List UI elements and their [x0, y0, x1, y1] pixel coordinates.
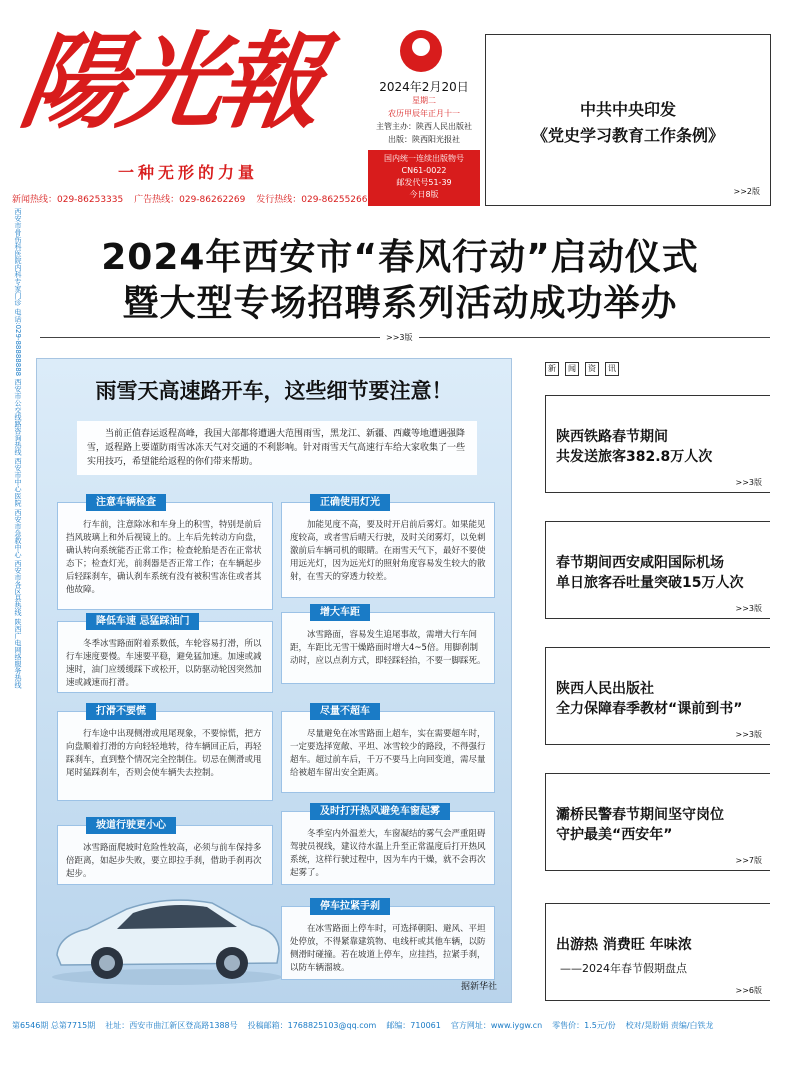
- news-line1: 陕西铁路春节期间: [556, 429, 668, 445]
- issn-label: 国内统一连续出版物号: [384, 154, 464, 163]
- tip-text: 冰雪路面，容易发生追尾事故，需增大行车间距，车距比无雪干燥路面时增大4~5倍。用脚刹制动时，应以点刹方式，即轻踩轻抬，不要一脚踩死。: [290, 630, 486, 666]
- tip-text: 冰雪路面爬坡时危险性较高，必须与前车保持多倍距离，如起步失败，要立即拉手刹，借助手刹再次起步。: [66, 843, 262, 879]
- tip-label: 停车拉紧手刹: [310, 898, 390, 915]
- newspaper-logo: 陽光報: [13, 20, 325, 143]
- headline-line1: 2024年西安市“春风行动”启动仪式: [101, 237, 699, 278]
- news-item[interactable]: [545, 647, 770, 745]
- source-credit: 据新华社: [460, 982, 497, 992]
- news-line1: 灞桥民警春节期间坚守岗位: [556, 807, 724, 823]
- distribution-hotline: 发行热线：029-86255266: [256, 195, 368, 205]
- tip-text: 加能见度不高，要及时开启前后雾灯。如果能见度较高，或者雪后晴天行驶，及时关闭雾灯，以免刺激前后车辆司机的眼睛。在雨雪天气下，最好不要使用远光灯，因为远光灯的照射角度容易发生较大的散射，在雪天的穿透力较差。: [290, 520, 486, 582]
- news-item[interactable]: [545, 773, 770, 871]
- page-ref[interactable]: >>3版: [735, 604, 762, 613]
- news-line2: 共发送旅客382.8万人次: [556, 449, 713, 465]
- tip-label: 坡道行驶更小心: [86, 817, 176, 834]
- publisher: 出版：陕西阳光报社: [388, 135, 460, 144]
- sun-logo-icon: [400, 30, 442, 72]
- masthead: [0, 0, 800, 210]
- tip-text: 尽量避免在冰雪路面上超车，实在需要超车时，一定要选择宽敞、平坦、冰雪较少的路段，不得强行超车。超过前车后，千万不要马上向回变道，需尽量给被超车留出安全距离。: [290, 729, 486, 778]
- tip-label: 正确使用灯光: [310, 494, 390, 511]
- weekday: 星期二: [412, 96, 436, 105]
- editors: 校对/晃盼娟 责编/白铁龙: [625, 1021, 714, 1030]
- car-illustration: [47, 877, 287, 987]
- website-link[interactable]: 官方网址：www.iygw.cn: [450, 1021, 543, 1030]
- news-line1: 春节期间西安咸阳国际机场: [556, 555, 724, 571]
- tip-text: 冬季冰雪路面附着系数低，车轮容易打滑，所以行车速度要慢。车速要平稳，避免猛加速。加速或减速时，油门应缓缓踩下或松开，以防驱动轮因突然加速或减速而打滑。: [66, 639, 262, 688]
- lunar-date: 农历甲辰年正月十一: [388, 109, 460, 118]
- issue-number: 第6546期 总第7715期: [12, 1021, 96, 1030]
- infographic: [36, 358, 512, 1003]
- header-char: 资: [585, 362, 599, 376]
- slogan: 一种无形的力量: [118, 163, 259, 182]
- header-char: 新: [545, 362, 559, 376]
- footer-bar: [12, 1020, 788, 1036]
- headline-line2: 暨大型专场招聘系列活动成功举办: [122, 283, 678, 324]
- hotline-bar: [12, 192, 376, 205]
- tip-card: [57, 616, 273, 693]
- tip-label: 尽量不超车: [310, 703, 380, 720]
- page-ref[interactable]: >>3版: [735, 478, 762, 487]
- headline-page-ref[interactable]: >>3版: [380, 332, 419, 343]
- postcode: 邮编：710061: [386, 1021, 441, 1030]
- ad-hotline: 广告热线：029-86262269: [134, 195, 246, 205]
- vertical-hotline-strip: 西安市骨伤科医院内科专家门诊 电话:029-88888888 西安市公交线路咨询热线 西安市中心医院 西安市急救中心 西安市各区县热线 陕西广电网络服务热线: [14, 208, 22, 689]
- page-count: 今日8版: [409, 190, 439, 199]
- cn-number: CN61-0022: [401, 166, 447, 175]
- tip-text: 在冰雪路面上停车时，可选择朝阳、避风、平坦处停放，不得紧靠建筑物、电线杆或其他车辆，以防侧滑时碰撞。若在坡道上停车，应挂挡，拉紧手刹，以防车辆溜坡。: [290, 924, 486, 973]
- tip-label: 及时打开热风避免车窗起雾: [310, 803, 450, 820]
- tip-card: [281, 607, 495, 684]
- news-line2: 全力保障春季教材“课前到书”: [556, 701, 743, 717]
- infographic-intro: 当前正值春运返程高峰，我国大部都将遭遇大范围雨雪，黑龙江、新疆、西藏等地遭遇强降雪，返程路上要谨防雨雪冰冻天气对交通的不利影响。针对雨雪天气高速行车给大家收集了一些实用技巧，希望能给返程的你们带来帮助。: [77, 421, 477, 475]
- publication-info: [368, 150, 480, 206]
- tip-label: 打滑不要慌: [86, 703, 156, 720]
- tip-label: 注意车辆检查: [86, 494, 166, 511]
- tip-text: 行车前，注意除冰和车身上的积雪，特别是前后挡风玻璃上和外后视镜上的。上车后先转动方向盘，确认转向系统能否正常工作；检查轮胎是否在正常状态下；检查灯光，前刹器是否正常工作；在车辆起步后轻踩刹车，确认刹车系统有没有被积雪冻住或者其他故障。: [66, 520, 262, 595]
- tip-card: [281, 497, 495, 598]
- tip-card: [281, 706, 495, 793]
- news-line2: 单日旅客吞吐量突破15万人次: [556, 575, 744, 591]
- news-hotline: 新闻热线：029-86253335: [12, 195, 124, 205]
- tip-card: [281, 806, 495, 885]
- tip-text: 行车途中出现侧滑或甩尾现象，不要惊慌，把方向盘顺着打滑的方向轻轻地转，待车辆回正后，再轻踩刹车，直到整个情况完全控制住。切忌在侧滑或甩尾时猛踩刹车，否则会使车辆失去控制。: [66, 729, 262, 778]
- news-line1: 出游热 消费旺 年味浓: [556, 937, 692, 953]
- postal-code: 邮发代号51-39: [396, 178, 452, 187]
- sponsor: 主管主办：陕西人民出版社: [376, 122, 472, 131]
- submission-email[interactable]: 投稿邮箱：1768825103@qq.com: [247, 1021, 377, 1030]
- tip-card: [281, 901, 495, 980]
- news-subline: ——2024年春节假期盘点: [560, 962, 687, 975]
- address: 社址：西安市曲江新区登高路1388号: [105, 1021, 238, 1030]
- news-item[interactable]: [545, 903, 770, 1001]
- header-char: 讯: [605, 362, 619, 376]
- news-line1: 陕西人民出版社: [556, 681, 654, 697]
- news-line2: 守护最美“西安年”: [556, 827, 673, 843]
- tip-text: 冬季室内外温差大，车窗凝结的雾气会严重阻碍驾驶员视线，建议待水温上升至正常温度后打开热风系统，这样行驶过程中，因为车内干燥，就不会再次起雾了。: [290, 829, 486, 878]
- page-ref[interactable]: >>6版: [735, 986, 762, 995]
- tip-label: 增大车距: [310, 604, 370, 621]
- tip-card: [57, 497, 273, 610]
- page-ref[interactable]: >>3版: [735, 730, 762, 739]
- infographic-title: 雨雪天高速路开车，这些细节要注意！: [95, 379, 453, 403]
- page-ref[interactable]: >>7版: [735, 856, 762, 865]
- page-ref[interactable]: >>2版: [733, 187, 760, 196]
- issue-date: 2024年2月20日: [379, 80, 469, 94]
- news-section-header: [545, 362, 619, 376]
- teaser-line2: 《党史学习教育工作条例》: [531, 126, 724, 145]
- top-teaser-box[interactable]: [485, 34, 771, 206]
- teaser-line1: 中共中央印发: [579, 100, 676, 119]
- news-item[interactable]: [545, 521, 770, 619]
- tip-card: [57, 706, 273, 801]
- main-headline[interactable]: [40, 235, 760, 327]
- header-char: 闻: [565, 362, 579, 376]
- tip-card: [57, 820, 273, 885]
- news-item[interactable]: [545, 395, 770, 493]
- tip-label: 降低车速 忌猛踩油门: [86, 613, 199, 630]
- price: 零售价：1.5元/份: [552, 1021, 616, 1030]
